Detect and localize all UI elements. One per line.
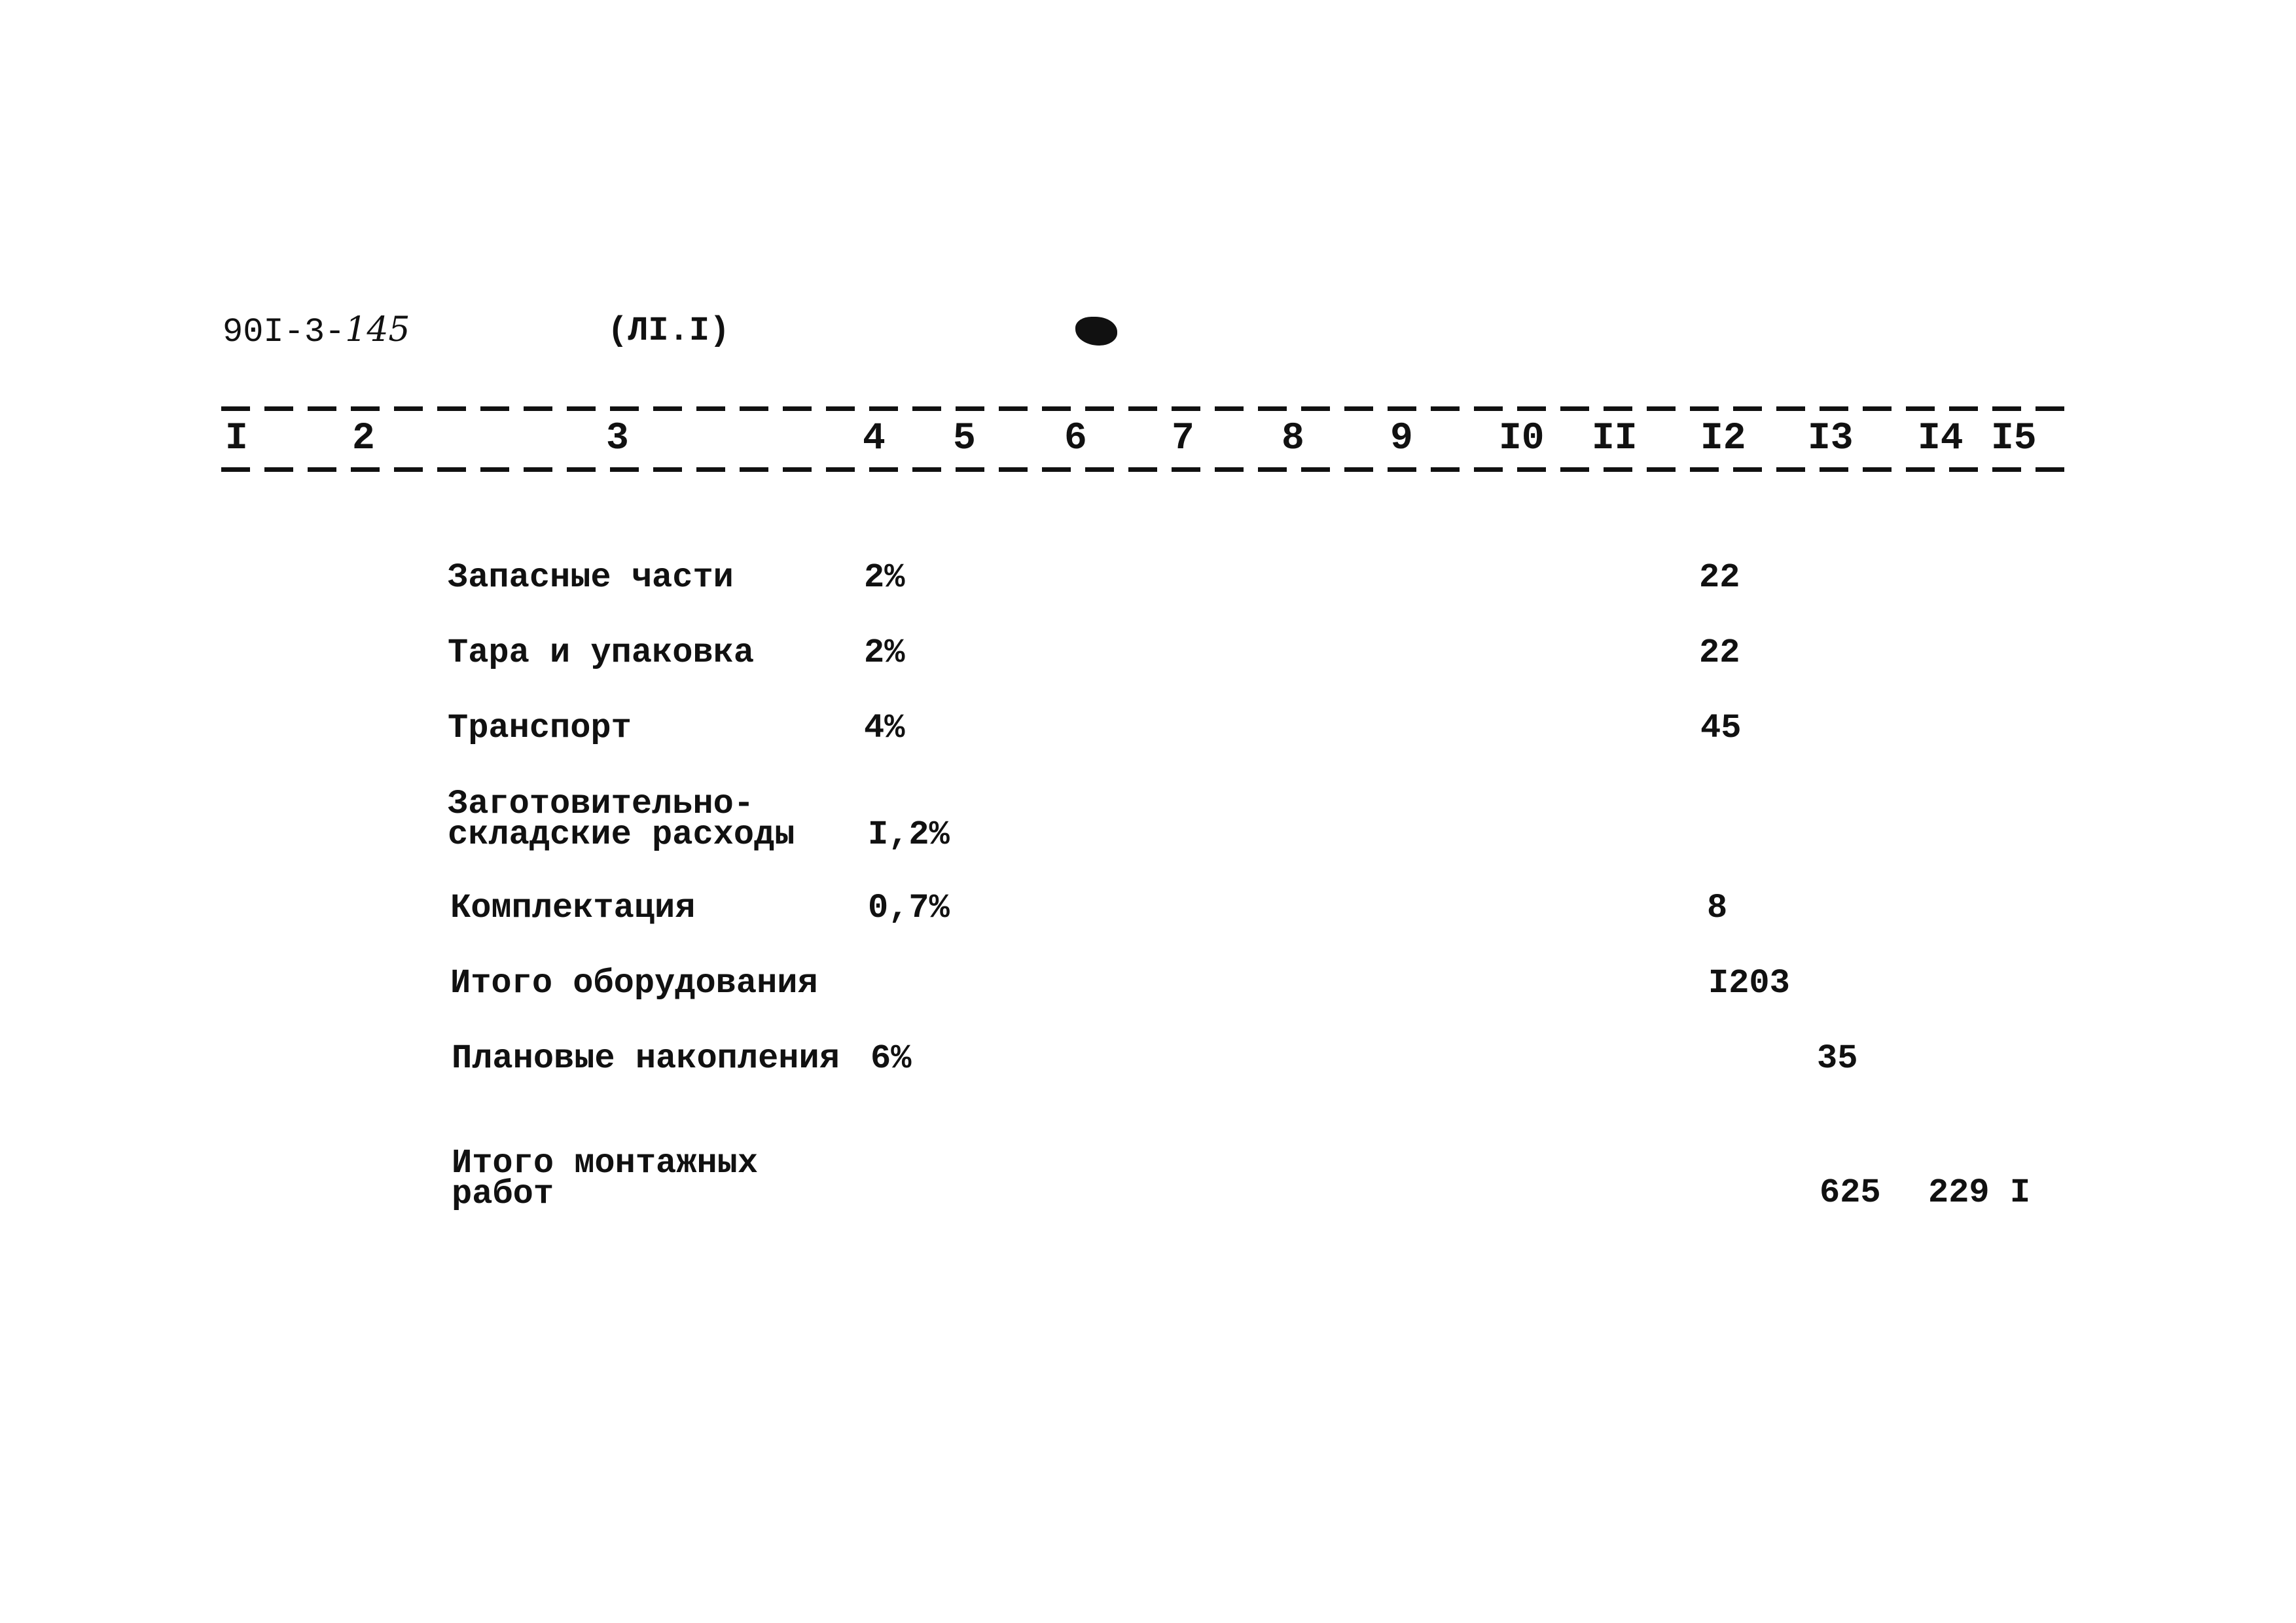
col-header-3: 3 (606, 418, 629, 460)
col-header-7: 7 (1172, 418, 1194, 460)
row-col13-value: 625 (1820, 1173, 1881, 1212)
col-header-15: I5 (1991, 418, 2037, 460)
row-label: Плановые накопления (452, 1039, 840, 1078)
col-header-6: 6 (1064, 418, 1087, 460)
col-header-11: II (1592, 418, 1638, 460)
col-header-13: I3 (1808, 418, 1854, 460)
col-header-12: I2 (1700, 418, 1746, 460)
ink-blot (1075, 317, 1117, 346)
document-code-printed: 90I-3- (223, 313, 346, 351)
row-label-line2: работ (452, 1175, 554, 1213)
row-col12-value: 22 (1699, 633, 1740, 672)
col-header-14: I4 (1918, 418, 1964, 460)
dashed-rule-bottom (221, 467, 2067, 472)
row-percent: 2% (864, 633, 905, 672)
document-code (223, 310, 410, 351)
row-col12-value: 22 (1699, 558, 1740, 597)
row-col12-value: I203 (1708, 964, 1790, 1003)
row-col14-value: 229 I (1928, 1173, 2031, 1212)
row-percent: 2% (864, 558, 905, 597)
col-header-8: 8 (1282, 418, 1304, 460)
row-label: Тара и упаковка (448, 633, 755, 672)
row-percent: I,2% (868, 815, 950, 854)
row-label-line1: Итого монтажных (452, 1144, 759, 1183)
sheet-number: (ЛI.I) (607, 312, 730, 350)
row-col13-value: 35 (1817, 1039, 1858, 1078)
col-header-4: 4 (863, 418, 886, 460)
row-col12-value: 8 (1707, 889, 1728, 927)
row-label: Итого оборудования (450, 964, 818, 1003)
col-header-5: 5 (953, 418, 976, 460)
dashed-rule-top (221, 406, 2067, 411)
row-label: Запасные части (448, 558, 734, 597)
row-percent: 4% (864, 709, 905, 747)
document-code-handwritten: 145 (345, 310, 410, 349)
row-label-line2: складские расходы (448, 815, 795, 854)
col-header-10: I0 (1499, 418, 1545, 460)
row-label-line1: Заготовительно- (448, 785, 755, 823)
col-header-1: I (225, 418, 248, 460)
row-percent: 6% (870, 1039, 912, 1078)
row-col12-value: 45 (1700, 709, 1742, 747)
col-header-2: 2 (352, 418, 375, 460)
row-label: Транспорт (448, 709, 632, 747)
row-label: Комплектация (450, 889, 696, 927)
row-percent: 0,7% (868, 889, 950, 927)
col-header-9: 9 (1390, 418, 1413, 460)
